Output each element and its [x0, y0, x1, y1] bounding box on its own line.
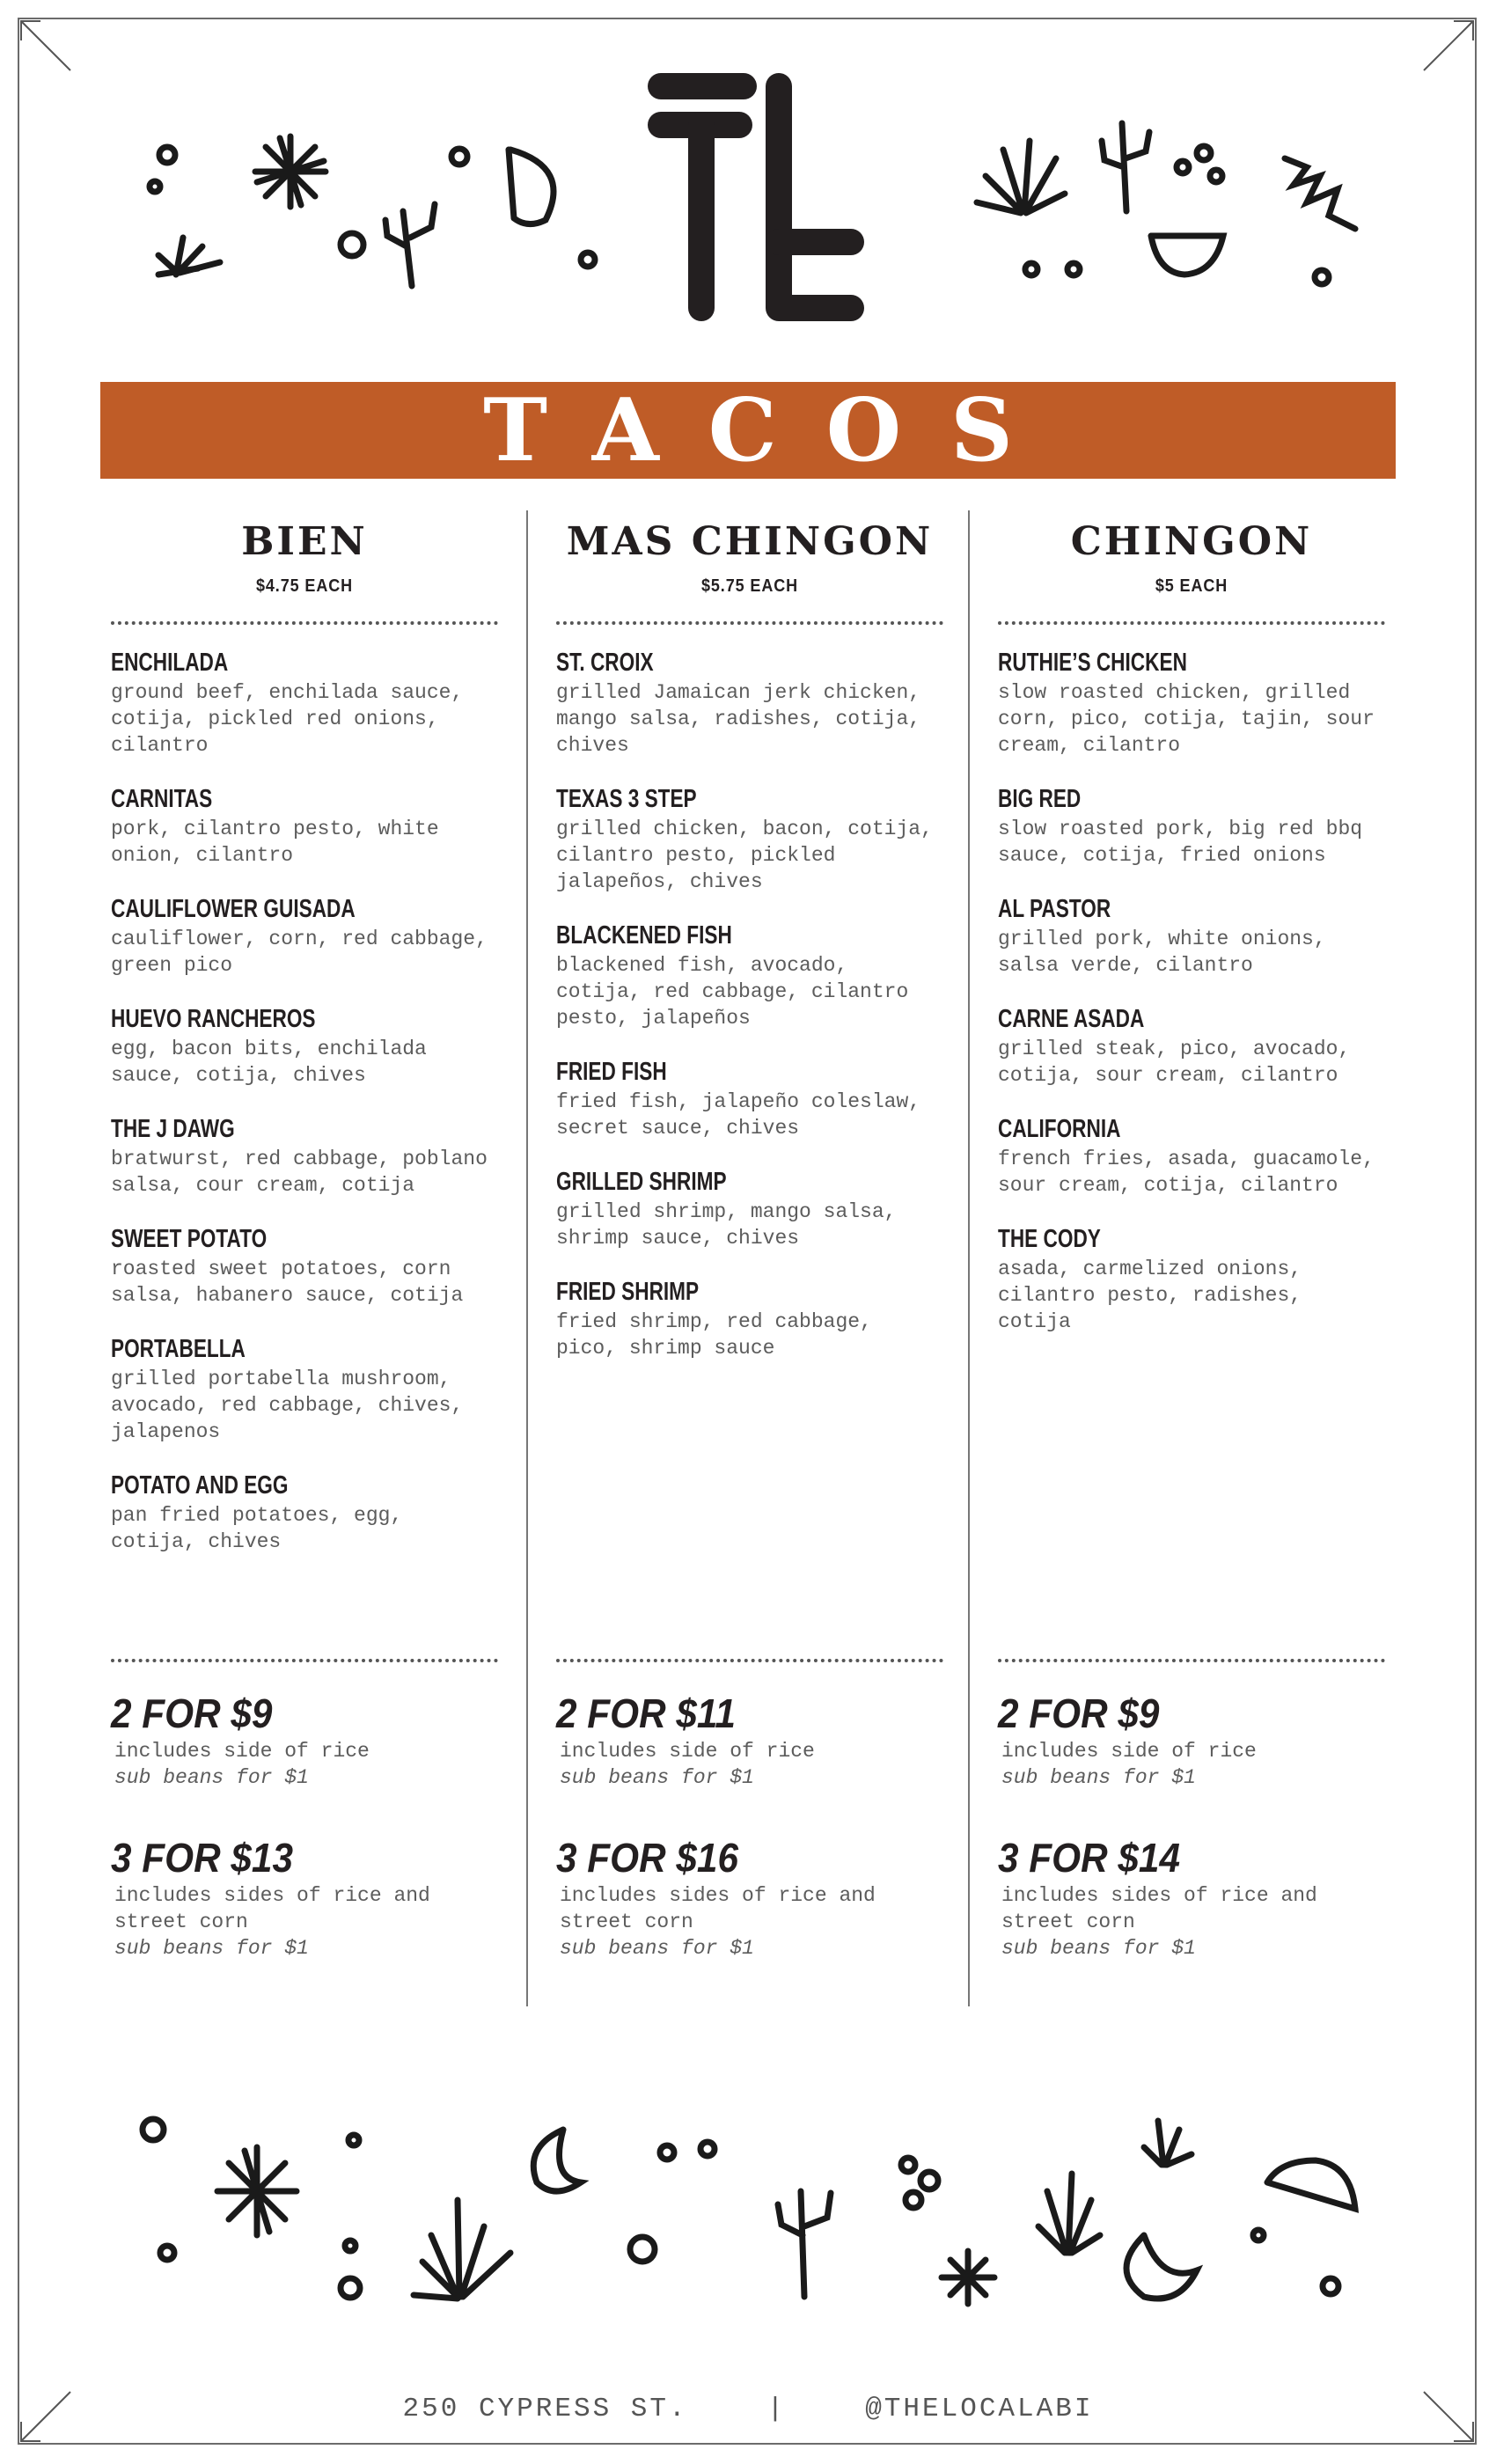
menu-item: [111, 648, 498, 759]
dotted-divider: [111, 621, 498, 625]
column-price: $5 EACH: [1155, 576, 1228, 596]
desert-doodles-top-left: [132, 106, 625, 299]
deal: [556, 1689, 943, 1791]
menu-item: [111, 894, 498, 979]
agave-icon: [1144, 2121, 1192, 2165]
taco-icon: [1267, 2160, 1355, 2209]
deal-title: 2 FOR $11: [556, 1690, 736, 1736]
menu-item: [998, 784, 1385, 869]
circle-doodle-icon: [581, 253, 595, 267]
menu-column-bien: [111, 519, 498, 1580]
desert-doodles-top-right: [959, 106, 1399, 299]
circle-doodle-icon: [451, 149, 467, 165]
deal: [556, 1833, 943, 1962]
footer: [0, 2394, 1496, 2424]
squiggle-icon: [1285, 158, 1355, 229]
item-name: BIG RED: [998, 785, 1082, 813]
deals-bien: [111, 1659, 498, 2004]
column-title: BIEN: [241, 519, 368, 564]
column-divider: [526, 510, 528, 2006]
item-name: AL PASTOR: [998, 895, 1111, 923]
menu-item: [556, 784, 943, 895]
agave-icon: [414, 2200, 510, 2299]
item-name: GRILLED SHRIMP: [556, 1168, 727, 1196]
agave-icon: [977, 141, 1065, 213]
tl-monogram-logo: [647, 70, 867, 326]
circle-doodle-icon: [1177, 161, 1189, 173]
deals-mas-chingon: [556, 1659, 943, 2004]
column-title: MAS CHINGON: [566, 519, 934, 564]
deal-substitution: sub beans for $1: [560, 1937, 754, 1960]
menu-item: [998, 648, 1385, 759]
item-name: ST. CROIX: [556, 649, 654, 677]
item-description: grilled shrimp, mango salsa, shrimp sauce, chives: [556, 1200, 897, 1250]
moon-icon: [533, 2130, 581, 2191]
item-description: slow roasted pork, big red bbq sauce, cotija, fried onions: [998, 818, 1363, 867]
deal-title: 2 FOR $9: [998, 1690, 1160, 1736]
taco-icon: [1151, 236, 1223, 275]
item-name: CARNITAS: [111, 785, 213, 813]
corner-arrow-icon: [18, 18, 74, 74]
column-title: CHINGON: [1070, 519, 1313, 564]
moon-icon: [1126, 2235, 1197, 2299]
footer-address: 250 CYPRESS ST.: [402, 2394, 688, 2424]
item-name: SWEET POTATO: [111, 1225, 268, 1253]
circle-doodle-icon: [1067, 263, 1080, 275]
item-description: grilled chicken, bacon, cotija, cilantro pesto, pickled jalapeños, chives: [556, 818, 933, 893]
dotted-divider: [556, 1659, 943, 1662]
item-name: CARNE ASADA: [998, 1005, 1145, 1033]
item-name: TEXAS 3 STEP: [556, 785, 697, 813]
starburst-icon: [942, 2251, 994, 2304]
circle-doodle-icon: [341, 2278, 360, 2298]
deal-description: includes side of rice: [560, 1740, 815, 1763]
deal-description: includes sides of rice and: [1001, 1884, 1317, 1907]
circle-doodle-icon: [159, 147, 175, 163]
desert-doodles-bottom: [123, 2094, 1373, 2323]
menu-item: [111, 1334, 498, 1445]
item-description: grilled steak, pico, avocado, cotija, sour cream, cilantro: [998, 1038, 1351, 1087]
circle-doodle-icon: [150, 181, 160, 192]
menu-item: [998, 894, 1385, 979]
deal: [111, 1833, 498, 1962]
item-description: fried shrimp, red cabbage, pico, shrimp sauce: [556, 1310, 872, 1360]
item-description: asada, carmelized onions, cilantro pesto, radishes, cotija: [998, 1258, 1302, 1333]
menu-item: [111, 784, 498, 869]
deal-description: street corn: [1001, 1910, 1135, 1933]
circle-doodle-icon: [345, 2240, 356, 2251]
item-name: ENCHILADA: [111, 649, 229, 677]
moon-icon: [509, 150, 554, 224]
menu-item: [998, 1224, 1385, 1335]
circle-doodle-icon: [1323, 2278, 1338, 2294]
item-name: FRIED SHRIMP: [556, 1278, 700, 1306]
dotted-divider: [556, 621, 943, 625]
item-description: grilled pork, white onions, salsa verde, cilantro: [998, 928, 1326, 977]
deal-substitution: sub beans for $1: [114, 1937, 309, 1960]
starburst-icon: [255, 136, 326, 207]
cactus-icon: [1102, 123, 1149, 211]
menu-item: [556, 648, 943, 759]
circle-doodle-icon: [1210, 170, 1222, 182]
corner-arrow-icon: [1420, 18, 1477, 74]
circle-doodle-icon: [920, 2172, 938, 2189]
menu-item: [111, 1224, 498, 1309]
menu-item: [998, 1004, 1385, 1089]
menu-item: [998, 1114, 1385, 1199]
circle-doodle-icon: [143, 2119, 164, 2140]
menu-item: [556, 1277, 943, 1361]
item-name: PORTABELLA: [111, 1335, 246, 1363]
deal-description: street corn: [560, 1910, 693, 1933]
circle-doodle-icon: [341, 233, 363, 256]
cactus-icon: [778, 2191, 831, 2297]
deal-substitution: sub beans for $1: [560, 1766, 754, 1789]
menu-column-chingon: [998, 519, 1385, 1360]
item-description: blackened fish, avocado, cotija, red cabbage, cilantro pesto, jalapeños: [556, 954, 909, 1030]
circle-doodle-icon: [1197, 146, 1211, 160]
deal: [998, 1833, 1385, 1962]
item-name: RUTHIE’S CHICKEN: [998, 649, 1187, 677]
item-name: CAULIFLOWER GUISADA: [111, 895, 356, 923]
circle-doodle-icon: [660, 2145, 674, 2160]
item-name: THE J DAWG: [111, 1115, 235, 1143]
item-name: FRIED FISH: [556, 1058, 667, 1086]
item-description: slow roasted chicken, grilled corn, pico, cotija, tajin, sour cream, cilantro: [998, 681, 1375, 757]
starburst-icon: [217, 2147, 297, 2235]
deal-substitution: sub beans for $1: [114, 1766, 309, 1789]
deal-description: street corn: [114, 1910, 248, 1933]
item-name: HUEVO RANCHEROS: [111, 1005, 316, 1033]
column-price: $5.75 EACH: [700, 576, 799, 596]
deal: [111, 1689, 498, 1791]
item-description: fried fish, jalapeño coleslaw, secret sauce, chives: [556, 1090, 921, 1140]
item-description: pan fried potatoes, egg, cotija, chives: [111, 1504, 403, 1553]
agave-icon: [1038, 2174, 1100, 2253]
footer-social-handle: @THELOCALABI: [865, 2394, 1094, 2424]
item-name: CALIFORNIA: [998, 1115, 1121, 1143]
menu-item: [556, 920, 943, 1031]
dotted-divider: [111, 1659, 498, 1662]
agave-icon: [158, 238, 220, 275]
deals-chingon: [998, 1659, 1385, 2004]
item-name: POTATO AND EGG: [111, 1471, 289, 1500]
item-description: ground beef, enchilada sauce, cotija, pickled red onions, cilantro: [111, 681, 464, 757]
circle-doodle-icon: [160, 2246, 174, 2260]
deal-description: includes sides of rice and: [560, 1884, 876, 1907]
item-description: cauliflower, corn, red cabbage, green pico: [111, 928, 488, 977]
menu-column-mas-chingon: [556, 519, 943, 1387]
circle-doodle-icon: [348, 2135, 359, 2145]
item-description: bratwurst, red cabbage, poblano salsa, cour cream, cotija: [111, 1148, 488, 1197]
column-divider: [968, 510, 970, 2006]
circle-doodle-icon: [700, 2142, 715, 2156]
menu-item: [111, 1114, 498, 1199]
deal-substitution: sub beans for $1: [1001, 1937, 1196, 1960]
deal-description: includes sides of rice and: [114, 1884, 430, 1907]
menu-title-banner: [100, 379, 1396, 481]
item-description: grilled portabella mushroom, avocado, red cabbage, chives, jalapenos: [111, 1368, 464, 1443]
item-description: grilled Jamaican jerk chicken, mango salsa, radishes, cotija, chives: [556, 681, 921, 757]
item-name: THE CODY: [998, 1225, 1101, 1253]
menu-item: [556, 1057, 943, 1141]
menu-item: [111, 1004, 498, 1089]
circle-doodle-icon: [1253, 2230, 1264, 2240]
footer-separator: |: [766, 2394, 787, 2424]
circle-doodle-icon: [630, 2237, 655, 2262]
item-name: BLACKENED FISH: [556, 921, 732, 950]
deal-title: 2 FOR $9: [111, 1690, 273, 1736]
menu-item: [556, 1167, 943, 1251]
item-description: pork, cilantro pesto, white onion, cilantro: [111, 818, 439, 867]
cactus-icon: [385, 204, 435, 286]
dotted-divider: [998, 1659, 1385, 1662]
circle-doodle-icon: [1025, 263, 1038, 275]
deal-description: includes side of rice: [1001, 1740, 1257, 1763]
menu-item: [111, 1470, 498, 1555]
deal-title: 3 FOR $13: [111, 1835, 293, 1881]
column-price: $4.75 EACH: [255, 576, 354, 596]
circle-doodle-icon: [901, 2158, 915, 2172]
item-description: egg, bacon bits, enchilada sauce, cotija, chives: [111, 1038, 427, 1087]
deal-substitution: sub beans for $1: [1001, 1766, 1196, 1789]
deal: [998, 1689, 1385, 1791]
deal-title: 3 FOR $16: [556, 1835, 738, 1881]
item-description: french fries, asada, guacamole, sour cream, cotija, cilantro: [998, 1148, 1375, 1197]
deal-description: includes side of rice: [114, 1740, 370, 1763]
menu-title: TACOS: [483, 379, 1062, 481]
deal-title: 3 FOR $14: [998, 1835, 1180, 1881]
circle-doodle-icon: [906, 2192, 921, 2208]
item-description: roasted sweet potatoes, corn salsa, habanero sauce, cotija: [111, 1258, 464, 1307]
circle-doodle-icon: [1315, 270, 1329, 284]
dotted-divider: [998, 621, 1385, 625]
